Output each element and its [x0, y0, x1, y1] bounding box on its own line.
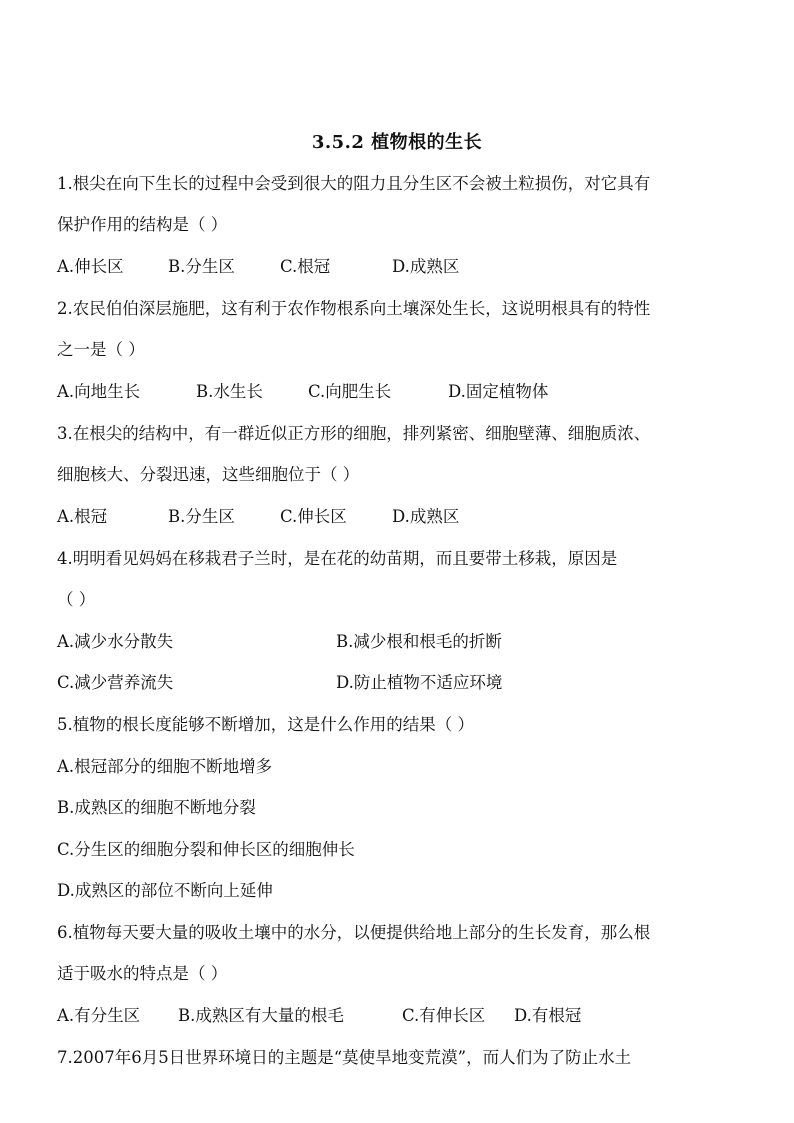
question-1-option-a: A.伸长区 [57, 257, 124, 276]
question-2-option-d: D.固定植物体 [448, 382, 549, 401]
question-3-line-1: 3.在根尖的结构中，有一群近似正方形的细胞，排列紧密、细胞壁薄、细胞质浓、 [57, 424, 651, 443]
question-1-line-1: 1.根尖在向下生长的过程中会受到很大的阻力且分生区不会被土粒损伤，对它具有 [57, 174, 651, 193]
question-6-option-b: B.成熟区有大量的根毛 [178, 1006, 344, 1025]
question-4-option-d: D.防止植物不适应环境 [336, 673, 503, 692]
question-4-option-a: A.减少水分散失 [57, 632, 174, 651]
question-6-line-2: 适于吸水的特点是（ ） [57, 964, 228, 983]
question-3-line-2: 细胞核大、分裂迅速，这些细胞位于（ ） [57, 465, 360, 484]
page-title: 3.5.2 植物根的生长 [311, 132, 483, 153]
question-7-line-1: 7.2007年6月5日世界环境日的主题是“莫使旱地变荒漠”，而人们为了防止水土 [57, 1048, 632, 1067]
question-6-option-a: A.有分生区 [57, 1006, 141, 1025]
question-5-option-c: C.分生区的细胞分裂和伸长区的细胞伸长 [57, 840, 355, 859]
question-3-option-b: B.分生区 [168, 507, 235, 526]
question-3-option-c: C.伸长区 [280, 507, 347, 526]
question-5-option-b: B.成熟区的细胞不断地分裂 [57, 798, 256, 817]
question-5-option-a: A.根冠部分的细胞不断地增多 [57, 757, 273, 776]
question-6-line-1: 6.植物每天要大量的吸收土壤中的水分，以便提供给地上部分的生长发育，那么根 [57, 923, 651, 942]
question-3-option-a: A.根冠 [57, 507, 108, 526]
question-1-option-c: C.根冠 [280, 257, 331, 276]
question-1-option-d: D.成熟区 [392, 257, 460, 276]
question-1-option-b: B.分生区 [168, 257, 235, 276]
question-5-option-d: D.成熟区的部位不断向上延伸 [57, 881, 273, 900]
question-2-line-1: 2.农民伯伯深层施肥，这有利于农作物根系向土壤深处生长，这说明根具有的特性 [57, 299, 651, 318]
question-6-option-d: D.有根冠 [514, 1006, 582, 1025]
question-2-option-a: A.向地生长 [57, 382, 141, 401]
question-4-line-1: 4.明明看见妈妈在移栽君子兰时，是在花的幼苗期，而且要带土移栽，原因是 [57, 549, 618, 568]
question-2-line-2: 之一是（ ） [57, 340, 145, 359]
question-1-line-2: 保护作用的结构是（ ） [57, 215, 228, 234]
question-2-option-c: C.向肥生长 [308, 382, 392, 401]
question-4-line-2: （ ） [57, 590, 96, 609]
question-5-line-1: 5.植物的根长度能够不断增加，这是什么作用的结果（ ） [57, 715, 474, 734]
question-2-option-b: B.水生长 [196, 382, 263, 401]
question-6-option-c: C.有伸长区 [402, 1006, 486, 1025]
question-4-option-b: B.减少根和根毛的折断 [336, 632, 502, 651]
question-4-option-c: C.减少营养流失 [57, 673, 174, 692]
question-3-option-d: D.成熟区 [392, 507, 460, 526]
